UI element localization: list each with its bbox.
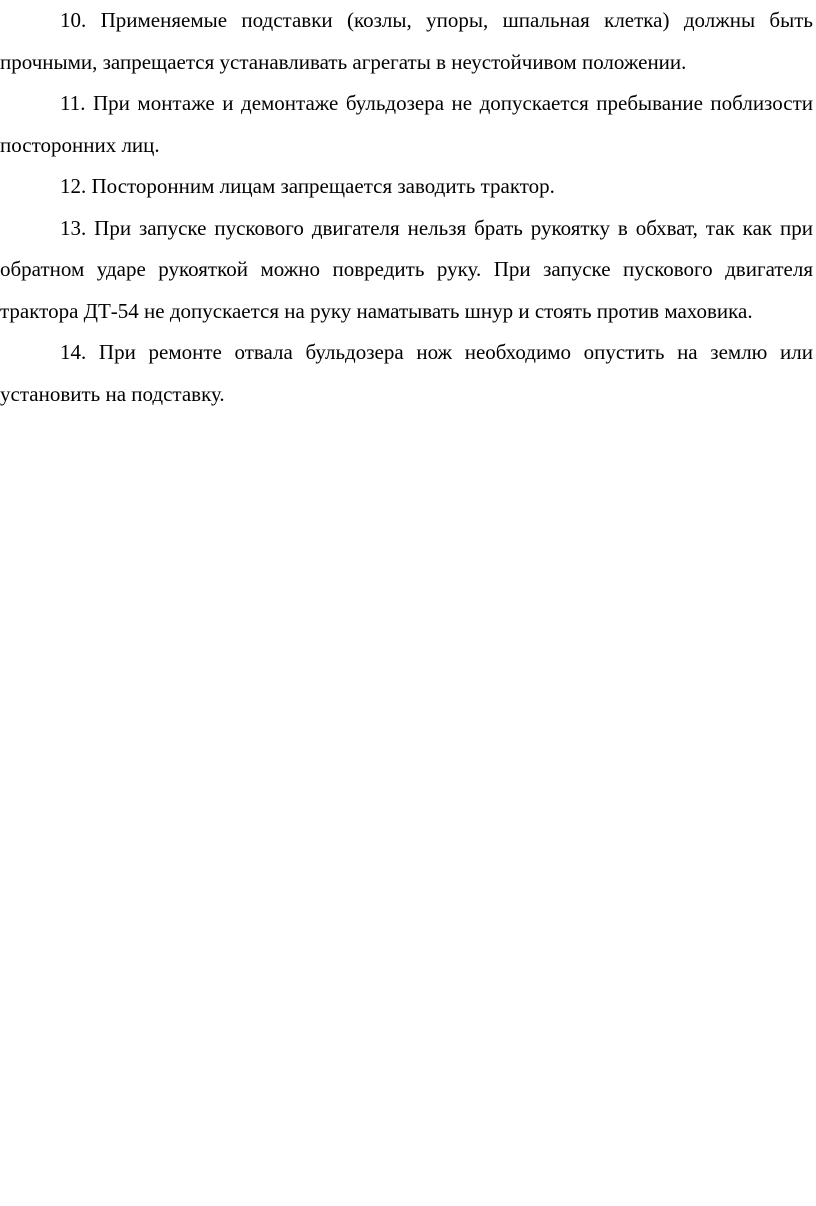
paragraph-11: 11. При монтаже и демонтаже бульдозера не допускается пребывание поблизости посторонних лиц. [0,91,813,157]
paragraph-14: 14. При ремонте отвала бульдозера нож необходимо опустить на землю или установить на подставку. [0,340,813,406]
paragraph-13: 13. При запуске пускового двигателя нельзя брать рукоятку в обхват, так как при обратном ударе рукояткой можно повредить руку. При запуске пускового двигателя трактора ДТ-54 не допускается на руку наматывать шнур и стоять против маховика. [0,215,813,323]
paragraph-12: 12. Посторонним лицам запрещается заводить трактор. [60,174,555,198]
paragraph-10: 10. Применяемые подставки (козлы, упоры, шпальная клетка) должны быть прочными, запрещается устанавливать агрегаты в неустойчивом положении. [0,8,813,74]
document-body [0,0,813,415]
